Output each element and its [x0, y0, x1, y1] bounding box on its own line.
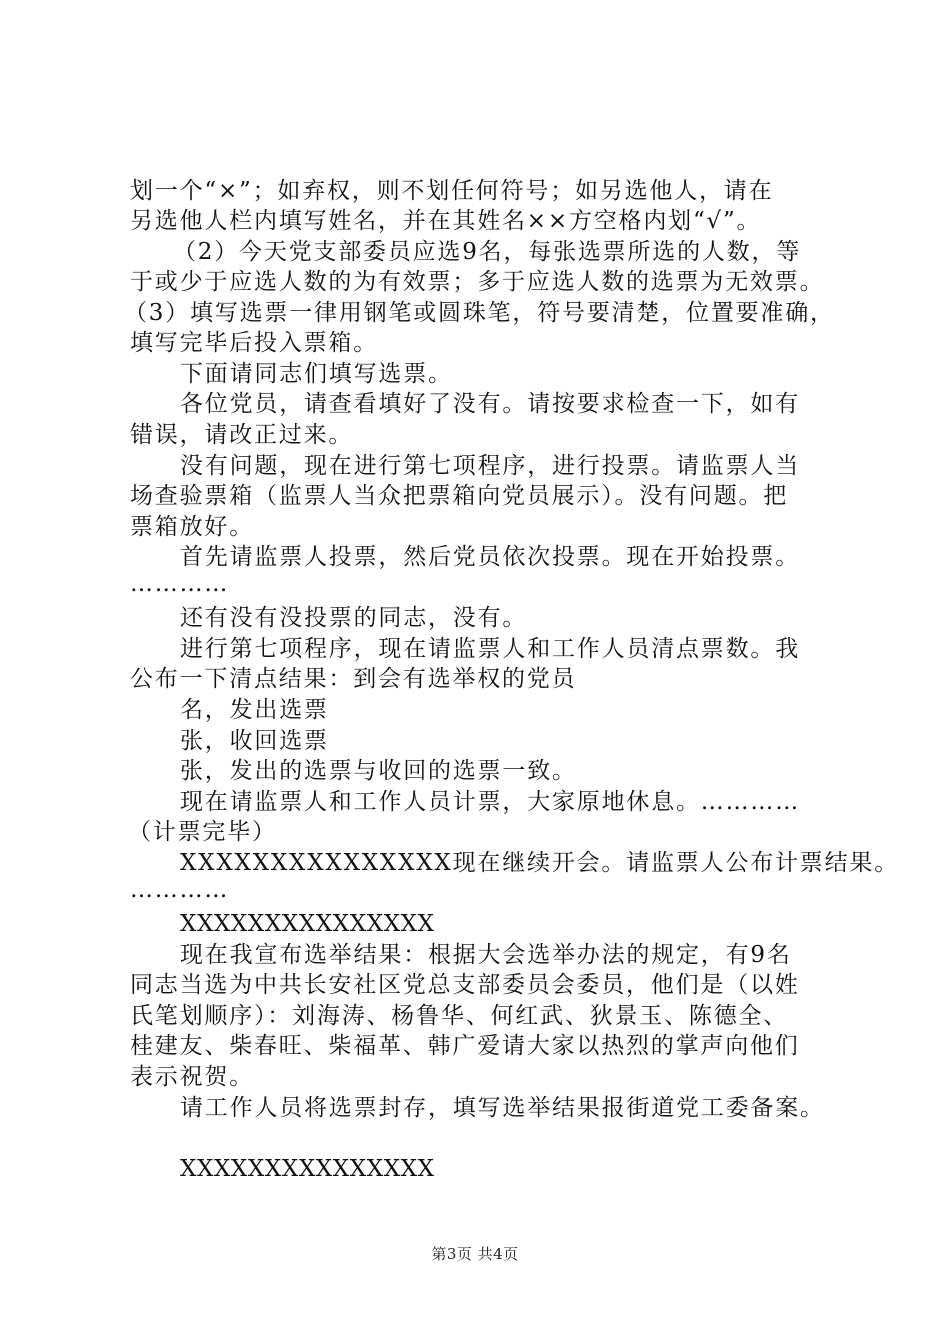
body-text-line: 场查验票箱（监票人当众把票箱向党员展示）。没有问题。把 — [130, 483, 789, 509]
body-text-line: 填写完毕后投入票箱。 — [130, 330, 378, 356]
body-text-line: （3）填写选票一律用钢笔或圆珠笔，符号要清楚，位置要准确， — [124, 300, 835, 326]
body-text-line: 票箱放好。 — [130, 514, 254, 540]
body-text-line: 划一个“×”；如弃权，则不划任何符号；如另选他人，请在 — [130, 178, 774, 204]
body-text-line: 没有问题，现在进行第七项程序，进行投票。请监票人当 — [180, 453, 800, 479]
body-text-line: 首先请监票人投票，然后党员依次投票。现在开始投票。 — [180, 544, 800, 570]
body-text-line: 下面请同志们填写选票。 — [180, 361, 453, 387]
ellipsis-line: ………… — [130, 877, 230, 903]
body-text-line: 错误，请改正过来。 — [130, 422, 354, 448]
body-text-line: 另选他人栏内填写姓名，并在其姓名××方空格内划“√”。 — [130, 208, 762, 234]
body-text-line: 桂建友、柴春旺、柴福革、韩广爱请大家以热烈的掌声向他们 — [130, 1033, 800, 1059]
body-text-line: （2）今天党支部委员应选9名，每张选票所选的人数，等 — [173, 239, 802, 265]
body-text-line: 于或少于应选人数的为有效票；多于应选人数的选票为无效票。 — [130, 269, 825, 295]
body-text-line: 同志当选为中共长安社区党总支部委员会委员，他们是（以姓 — [130, 972, 800, 998]
placeholder-line: XXXXXXXXXXXXXXX — [180, 1156, 435, 1182]
body-text-line: （计票完毕） — [128, 819, 277, 845]
page-number-footer: 第3页 共4页 — [431, 1245, 519, 1263]
body-text-line: 名，发出选票 — [180, 697, 329, 723]
body-text-line: 公布一下清点结果：到会有选举权的党员 — [130, 666, 577, 692]
body-text-line: 现在请监票人和工作人员计票，大家原地休息。………… — [180, 789, 800, 815]
body-text-line: 进行第七项程序，现在请监票人和工作人员清点票数。我 — [180, 636, 800, 662]
body-text-line: 现在我宣布选举结果：根据大会选举办法的规定，有9名 — [180, 942, 792, 968]
body-text-line: 张，收回选票 — [180, 728, 329, 754]
body-text-line: 张，发出的选票与收回的选票一致。 — [180, 758, 577, 784]
placeholder-line: XXXXXXXXXXXXXXX — [180, 911, 435, 937]
body-text-line: XXXXXXXXXXXXXXX现在继续开会。请监票人公布计票结果。 — [180, 850, 900, 876]
body-text-line: 还有没有没投票的同志，没有。 — [180, 605, 528, 631]
body-text-line: 请工作人员将选票封存，填写选举结果报街道党工委备案。 — [180, 1095, 825, 1121]
body-text-line: 氏笔划顺序）：刘海涛、杨鲁华、何红武、狄景玉、陈德全、 — [130, 1003, 789, 1029]
body-text-line: 各位党员，请查看填好了没有。请按要求检查一下，如有 — [180, 391, 800, 417]
body-text-line: 表示祝贺。 — [130, 1064, 254, 1090]
ellipsis-line: ………… — [130, 571, 230, 597]
